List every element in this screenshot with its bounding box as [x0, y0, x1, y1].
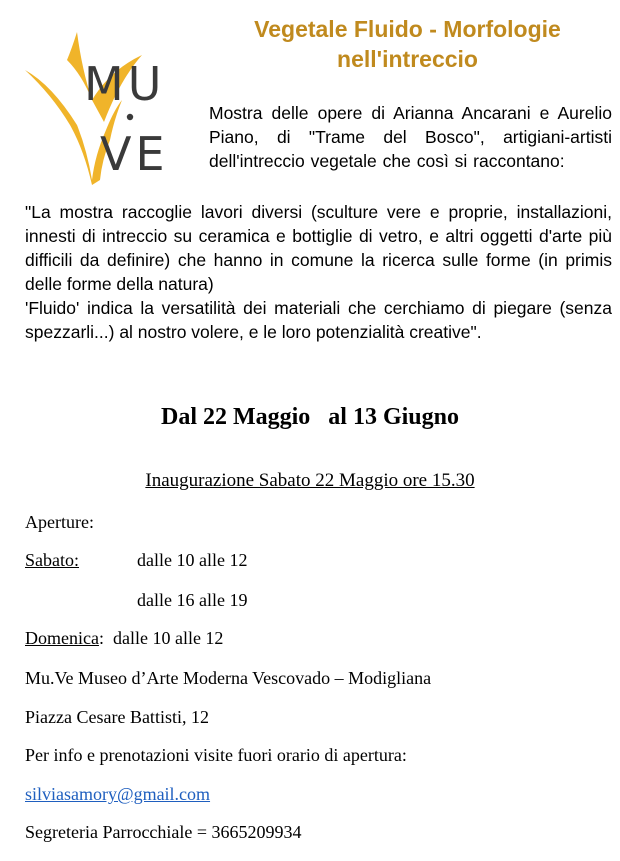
- quote-paragraph-1: "La mostra raccoglie lavori diversi (sculture vere e proprie, installazioni, innesti di intreccio su ceramica e bottiglie di vetro, e altri oggetti d'arte più difficili da definire) che hanno in comune la ricerca sulle forme (in primis delle forme della natura): [25, 202, 612, 294]
- title-line-2: nell'intreccio: [337, 46, 478, 72]
- logo-dot: [127, 114, 133, 120]
- email-link[interactable]: silviasamory@gmail.com: [25, 784, 211, 804]
- phone-text: Segreteria Parrocchiale = 3665209934: [25, 822, 302, 842]
- quote-block: [25, 200, 612, 344]
- museum-address: Piazza Cesare Battisti, 12: [25, 707, 209, 727]
- muve-logo-mark: [22, 30, 194, 190]
- saturday-slot-1: dalle 10 alle 12: [137, 550, 248, 570]
- muve-logo: [22, 30, 194, 190]
- museum-name: Mu.Ve Museo d’Arte Moderna Vescovado – Modigliana: [25, 668, 432, 688]
- openings-label: Aperture:: [25, 512, 94, 532]
- sunday-slot: : dalle 10 alle 12: [98, 628, 224, 648]
- logo-text-ve: VE: [100, 127, 169, 181]
- sunday-row: [25, 628, 223, 649]
- title-line-1: Vegetale Fluido - Morfologie: [254, 16, 561, 42]
- exhibition-dates: Dal 22 Maggio al 13 Giugno: [160, 404, 460, 430]
- logo-text-mu: MU: [84, 57, 166, 111]
- saturday-label: Sabato:: [25, 550, 79, 570]
- intro-text: Mostra delle opere di Arianna Ancarani e Aurelio Piano, di "Trame del Bosco", artigiani-artisti dell'intreccio vegetale che così si raccontano:: [209, 103, 612, 171]
- quote-paragraph-2: 'Fluido' indica la versatilità dei materiali che cerchiamo di piegare (senza spezzarli...) al nostro volere, e le loro potenzialità creative".: [25, 298, 612, 342]
- page-title: [205, 14, 610, 74]
- sunday-label: Domenica: [25, 628, 99, 648]
- inauguration-text: Inaugurazione Sabato 22 Maggio ore 15.30: [145, 470, 475, 491]
- saturday-slot-2: dalle 16 alle 19: [137, 590, 248, 610]
- info-text: Per info e prenotazioni visite fuori orario di apertura:: [25, 745, 407, 765]
